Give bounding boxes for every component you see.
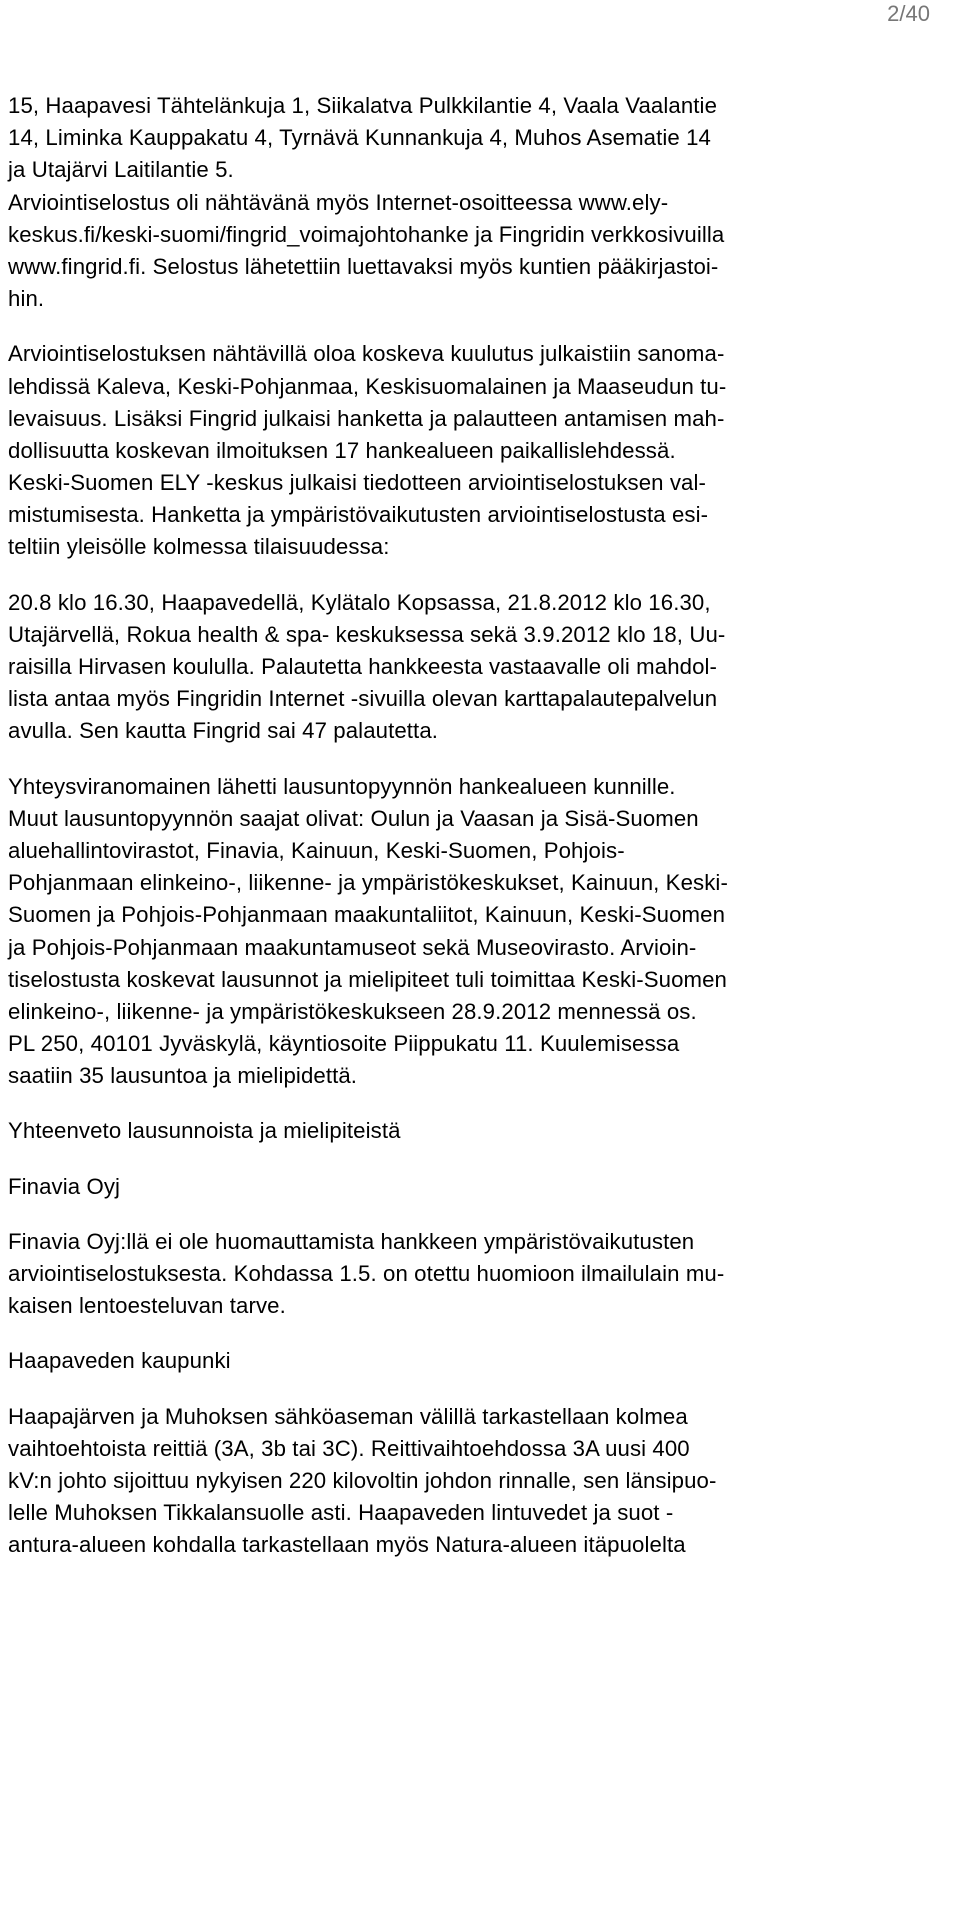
paragraph-events — [8, 587, 948, 748]
text-line: avulla. Sen kautta Fingrid sai 47 palautetta. — [8, 718, 439, 744]
text-line: PL 250, 40101 Jyväskylä, käyntiosoite Piippukatu 11. Kuulemisessa — [8, 1031, 680, 1057]
paragraph-statement-requests — [8, 771, 948, 1093]
text-line: Arviointiselostuksen nähtävillä oloa koskeva kuulutus julkaistiin sanoma- — [8, 341, 725, 367]
text-line: levaisuus. Lisäksi Fingrid julkaisi hanketta ja palautteen antamisen mah- — [8, 405, 725, 431]
paragraph-gap — [8, 1322, 948, 1345]
text-line: 20.8 klo 16.30, Haapavedellä, Kylätalo Kopsassa, 21.8.2012 klo 16.30, — [8, 589, 711, 615]
text-line: kV:n johto sijoittuu nykyisen 220 kilovoltin johdon rinnalle, sen länsipuo- — [8, 1467, 717, 1493]
text-line: Pohjanmaan elinkeino-, liikenne- ja ympäristökeskukset, Kainuun, Keski- — [8, 870, 728, 896]
document-body — [8, 90, 948, 1562]
paragraph-gap — [8, 1148, 948, 1171]
text-line: www.fingrid.fi. Selostus lähetettiin luettavaksi myös kuntien pääkirjastoi- — [8, 253, 719, 279]
text-line: tiselostusta koskevat lausunnot ja mielipiteet tuli toimittaa Keski-Suomen — [8, 966, 727, 992]
text-line: teltiin yleisölle kolmessa tilaisuudessa: — [8, 534, 390, 560]
section-heading-summary: Yhteenveto lausunnoista ja mielipiteistä — [8, 1118, 401, 1144]
section-heading-haapavesi: Haapaveden kaupunki — [8, 1348, 231, 1374]
text-line: 15, Haapavesi Tähtelänkuja 1, Siikalatva Pulkkilantie 4, Vaala Vaalantie — [8, 93, 718, 118]
text-line: vaihtoehtoista reittiä (3A, 3b tai 3C). Reittivaihtoehdossa 3A uusi 400 — [8, 1435, 690, 1461]
paragraph-gap — [8, 748, 948, 771]
text-line: Muut lausuntopyynnön saajat olivat: Oulun ja Vaasan ja Sisä-Suomen — [8, 805, 699, 831]
text-line: lista antaa myös Fingridin Internet -sivuilla olevan karttapalautepalvelun — [8, 686, 718, 712]
text-line: keskus.fi/keski-suomi/fingrid_voimajohtohanke ja Fingridin verkkosivuilla — [8, 221, 725, 247]
section-heading-finavia: Finavia Oyj — [8, 1173, 121, 1199]
text-line: antura-alueen kohdalla tarkastellaan myös Natura-alueen itäpuolelta — [8, 1532, 686, 1558]
text-line: mistumisesta. Hanketta ja ympäristövaikutusten arviointiselostusta esi- — [8, 502, 709, 528]
text-line: saatiin 35 lausuntoa ja mielipidettä. — [8, 1063, 358, 1089]
text-line: aluehallintovirastot, Finavia, Kainuun, Keski-Suomen, Pohjois- — [8, 837, 625, 863]
text-line: raisilla Hirvasen koululla. Palautetta hankkeesta vastaavalle oli mahdol- — [8, 654, 718, 679]
text-line: lehdissä Kaleva, Keski-Pohjanmaa, Keskisuomalainen ja Maaseudun tu- — [8, 373, 727, 399]
paragraph-gap — [8, 315, 948, 338]
text-line: Arviointiselostus oli nähtävänä myös Internet-osoitteessa www.ely- — [8, 189, 669, 215]
page-number: 2/40 — [887, 1, 930, 26]
text-line: Yhteysviranomainen lähetti lausuntopyynnön hankealueen kunnille. — [8, 773, 676, 799]
text-line: Suomen ja Pohjois-Pohjanmaan maakuntaliitot, Kainuun, Keski-Suomen — [8, 902, 726, 928]
text-line: hin. — [8, 286, 45, 312]
paragraph-haapavesi-statement — [8, 1401, 948, 1562]
paragraph-finavia-statement — [8, 1226, 948, 1323]
text-line: Keski-Suomen ELY -keskus julkaisi tiedotteen arviointiselostuksen val- — [8, 470, 707, 496]
text-line: ja Pohjois-Pohjanmaan maakuntamuseot sekä Museovirasto. Arvioin- — [8, 934, 697, 960]
paragraph-announcements — [8, 338, 948, 563]
text-line: lelle Muhoksen Tikkalansuolle asti. Haapaveden lintuvedet ja suot - — [8, 1500, 674, 1526]
text-line: Haapajärven ja Muhoksen sähköaseman välillä tarkastellaan kolmea — [8, 1403, 688, 1429]
paragraph-display-locations — [8, 90, 948, 315]
paragraph-gap — [8, 1092, 948, 1115]
text-line: kaisen lentoesteluvan tarve. — [8, 1293, 286, 1319]
paragraph-gap — [8, 564, 948, 587]
paragraph-gap — [8, 1378, 948, 1401]
text-line: arviointiselostuksesta. Kohdassa 1.5. on otettu huomioon ilmailulain mu- — [8, 1261, 725, 1286]
paragraph-gap — [8, 1203, 948, 1226]
text-line: elinkeino-, liikenne- ja ympäristökeskukseen 28.9.2012 mennessä os. — [8, 998, 697, 1024]
text-line: Utajärvellä, Rokua health & spa- keskuksessa sekä 3.9.2012 klo 18, Uu- — [8, 621, 726, 647]
text-line: ja Utajärvi Laitilantie 5. — [8, 157, 234, 183]
text-line: dollisuutta koskevan ilmoituksen 17 hankealueen paikallislehdessä. — [8, 437, 676, 463]
text-line: Finavia Oyj:llä ei ole huomauttamista hankkeen ympäristövaikutusten — [8, 1228, 695, 1254]
text-line: 14, Liminka Kauppakatu 4, Tyrnävä Kunnankuja 4, Muhos Asematie 14 — [8, 125, 711, 151]
